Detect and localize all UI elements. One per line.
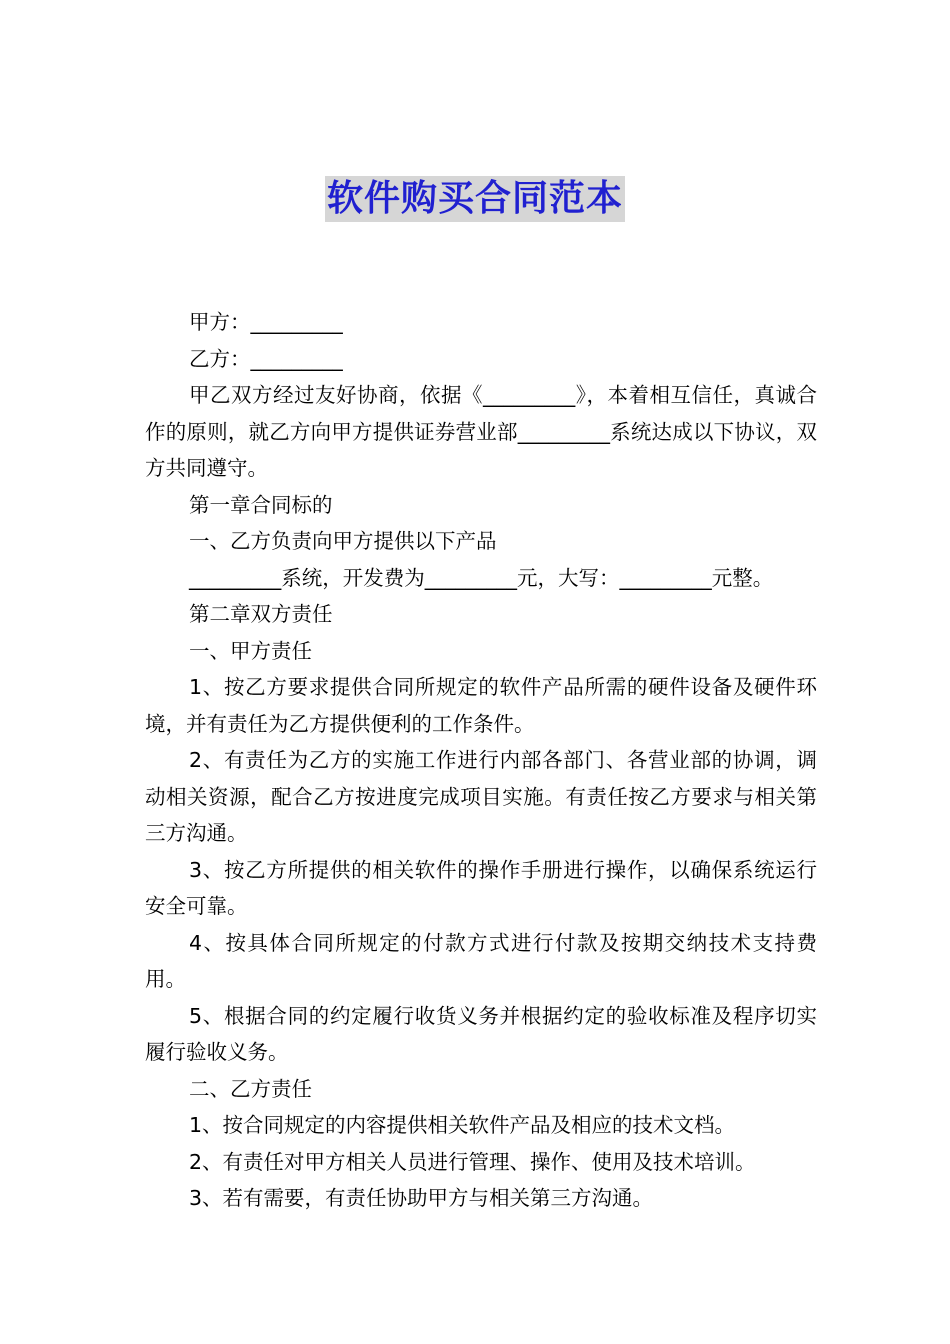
party-a-blank: _________: [250, 310, 343, 334]
party-a-duties-heading: 一、甲方责任: [189, 638, 312, 663]
party-b-duties-heading: 二、乙方责任: [189, 1076, 312, 1101]
clause-paragraph: 4、按具体合同所规定的付款方式进行付款及按期交纳技术支持费用。: [145, 930, 817, 991]
chapter-1-heading: 第一章合同标的: [189, 492, 333, 517]
party-b-blank: _________: [250, 346, 343, 371]
document-body: [145, 304, 817, 1217]
intro-paragraph: 甲乙双方经过友好协商，依据《_________》，本着相互信任，真诚合作的原则，就乙方向甲方提供证券营业部_________系统达成以下协议，双方共同遵守。: [145, 383, 817, 480]
product-fee-line: _________系统，开发费为_________元，大写：_________元整。: [189, 565, 774, 590]
chapter-2-heading: 第二章双方责任: [189, 602, 333, 626]
clause-paragraph: 1、按乙方要求提供合同所规定的软件产品所需的硬件设备及硬件环境，并有责任为乙方提供便利的工作条件。: [145, 675, 817, 736]
clause-paragraph: 2、有责任为乙方的实施工作进行内部各部门、各营业部的协调，调动相关资源，配合乙方按进度完成项目实施。有责任按乙方要求与相关第三方沟通。: [145, 748, 817, 845]
clause-paragraph: 3、若有需要，有责任协助甲方与相关第三方沟通。: [189, 1186, 654, 1210]
party-b-label: 乙方：: [189, 346, 251, 371]
party-a-label: 甲方：: [189, 310, 251, 334]
party-a-line: [145, 304, 817, 341]
party-b-line: [145, 341, 817, 378]
title-container: [0, 176, 950, 222]
clause-paragraph: 2、有责任对甲方相关人员进行管理、操作、使用及技术培训。: [189, 1149, 756, 1174]
clause-paragraph: 3、按乙方所提供的相关软件的操作手册进行操作，以确保系统运行安全可靠。: [145, 857, 817, 918]
section-heading: 一、乙方负责向甲方提供以下产品: [189, 529, 497, 553]
clause-paragraph: 5、根据合同的约定履行收货义务并根据约定的验收标准及程序切实履行验收义务。: [145, 1003, 817, 1064]
clause-paragraph: 1、按合同规定的内容提供相关软件产品及相应的技术文档。: [189, 1113, 736, 1137]
document-title: 软件购买合同范本: [325, 176, 625, 222]
